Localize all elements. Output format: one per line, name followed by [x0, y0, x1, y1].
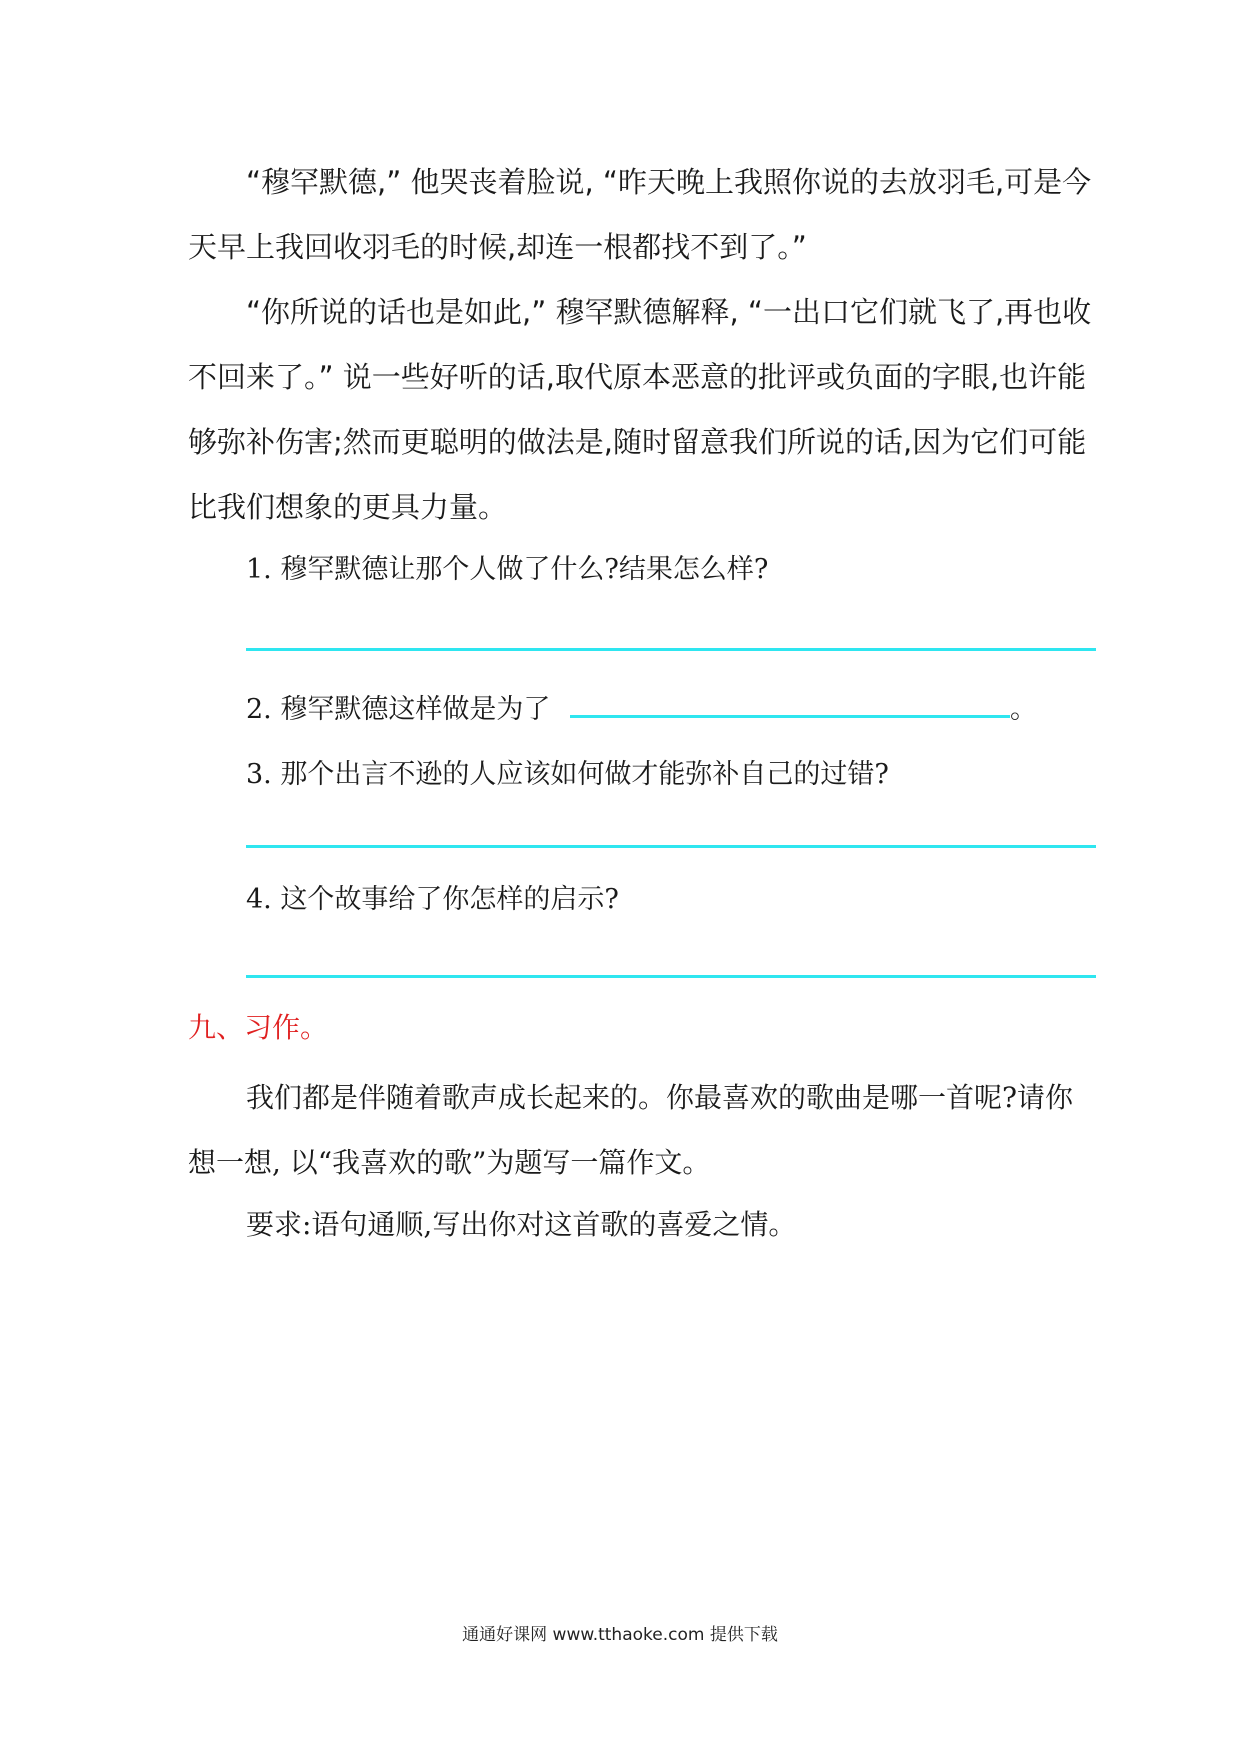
- answer-line-3[interactable]: [246, 845, 1096, 848]
- section-9-requirement: 要求:语句通顺,写出你对这首歌的喜爱之情。: [246, 1208, 797, 1241]
- passage-paragraph-1: “穆罕默德,” 他哭丧着脸说, “昨天晚上我照你说的去放羽毛,可是今天早上我回收羽毛的时候,却连一根都找不到了。”: [188, 165, 1092, 264]
- question-2-end: 。: [1010, 694, 1037, 725]
- passage-paragraph-2: “你所说的话也是如此,” 穆罕默德解释, “一出口它们就飞了,再也收不回来了。” 说一些好听的话,取代原本恶意的批评或负面的字眼,也许能够弥补伤害;然而更聪明的做法是,随时留意我们所说的话,因为它们可能比我们想象的更具力量。: [188, 295, 1092, 524]
- question-1: 1. 穆罕默德让那个人做了什么?结果怎么样?: [246, 554, 769, 585]
- section-9-prompt: 我们都是伴随着歌声成长起来的。你最喜欢的歌曲是哪一首呢?请你想一想, 以“我喜欢的歌”为题写一篇作文。: [188, 1081, 1074, 1179]
- question-4: 4. 这个故事给了你怎样的启示?: [246, 884, 619, 915]
- question-2: 2. 穆罕默德这样做是为了: [246, 694, 551, 725]
- answer-blank-2[interactable]: [570, 715, 1010, 718]
- answer-line-4[interactable]: [246, 975, 1096, 978]
- answer-line-1[interactable]: [246, 648, 1096, 651]
- question-3: 3. 那个出言不逊的人应该如何做才能弥补自己的过错?: [246, 759, 889, 790]
- section-9-title: 九、习作。: [188, 1011, 329, 1044]
- page-footer: 通通好课网 www.tthaoke.com 提供下载: [462, 1625, 778, 1645]
